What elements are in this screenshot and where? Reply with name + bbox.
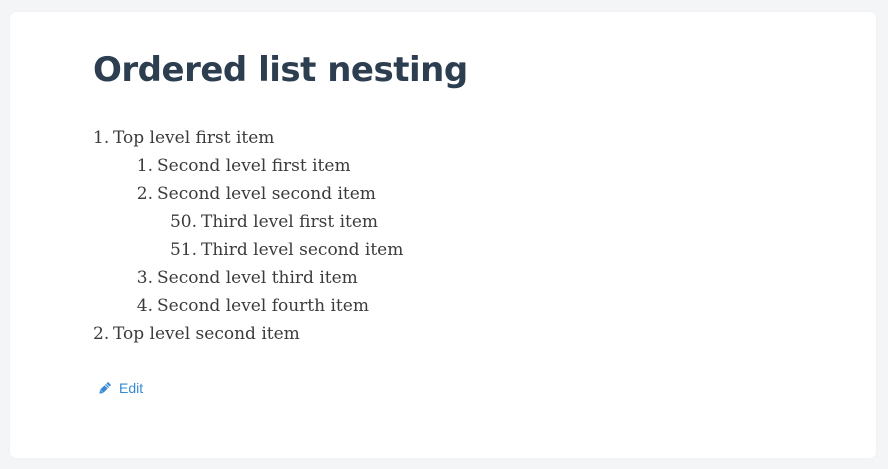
edit-link[interactable] [97, 380, 143, 396]
edit-link-label: Edit [119, 380, 144, 396]
list-item [93, 180, 836, 208]
list-item-text: Second level fourth item [157, 296, 369, 316]
list-item [93, 292, 836, 320]
list-item-text: Top level first item [113, 128, 275, 148]
list-item-text: Top level second item [113, 324, 300, 344]
content-card [10, 12, 876, 458]
list-item-text: Third level second item [201, 240, 404, 260]
list-item [93, 236, 836, 264]
list-item [93, 124, 836, 152]
list-marker: 2. [136, 184, 153, 204]
list-marker: 1. [136, 156, 153, 176]
pencil-icon [97, 381, 112, 396]
list-marker: 51. [169, 240, 197, 260]
list-item-text: Second level third item [157, 268, 358, 288]
list-item-text: Second level second item [157, 184, 376, 204]
list-item-text: Third level first item [201, 212, 379, 232]
list-item [93, 264, 836, 292]
ordered-list [93, 124, 836, 348]
page-title: Ordered list nesting [93, 50, 468, 90]
list-marker: 2. [93, 324, 110, 344]
list-marker: 1. [93, 128, 110, 148]
list-item-text: Second level first item [157, 156, 351, 176]
list-marker: 3. [136, 268, 153, 288]
list-item [93, 320, 836, 348]
list-item [93, 208, 836, 236]
list-marker: 50. [169, 212, 197, 232]
list-item [93, 152, 836, 180]
page-content [10, 12, 876, 401]
list-marker: 4. [136, 296, 153, 316]
